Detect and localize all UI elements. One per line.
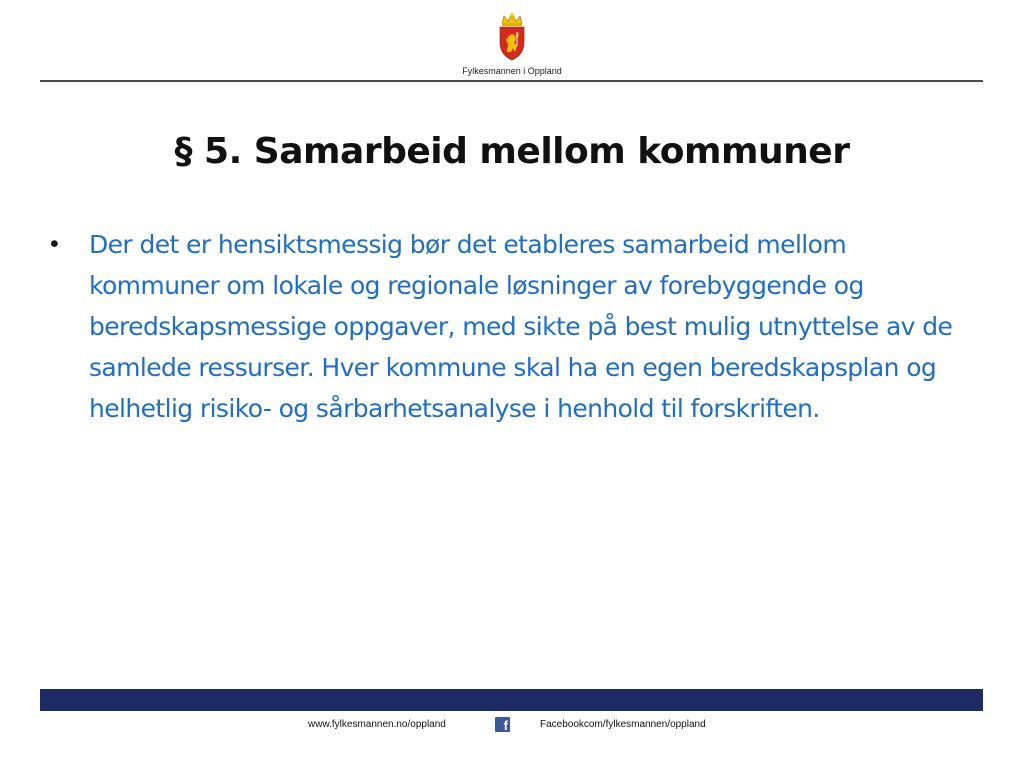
organization-name: Fylkesmannen i Oppland [462,66,562,76]
bullet-marker: • [50,230,59,258]
bullet-list [50,224,980,429]
bullet-text: Der det er hensiktsmessig bør det etableres samarbeid mellom kommuner om lokale og regionale løsninger av forebyggende og beredskapsmessige oppgaver, med sikte på best mulig utnyttelse av de samlede ressurser. Hver kommune skal ha en egen beredskapsplan og helhetlig risiko- og sårbarhetsanalyse i henhold til forskriften. [89,230,953,423]
slide-title: § 5. Samarbeid mellom kommuner [174,131,850,172]
facebook-link[interactable]: Facebookcom/fylkesmannen/oppland [540,719,706,730]
bullet-item [50,224,980,429]
footer-links [0,716,1024,736]
coat-of-arms-icon [497,12,527,62]
facebook-icon[interactable]: f [495,717,510,732]
footer-bar [40,689,983,711]
header-divider [40,80,983,82]
website-link[interactable]: www.fylkesmannen.no/oppland [308,719,446,730]
